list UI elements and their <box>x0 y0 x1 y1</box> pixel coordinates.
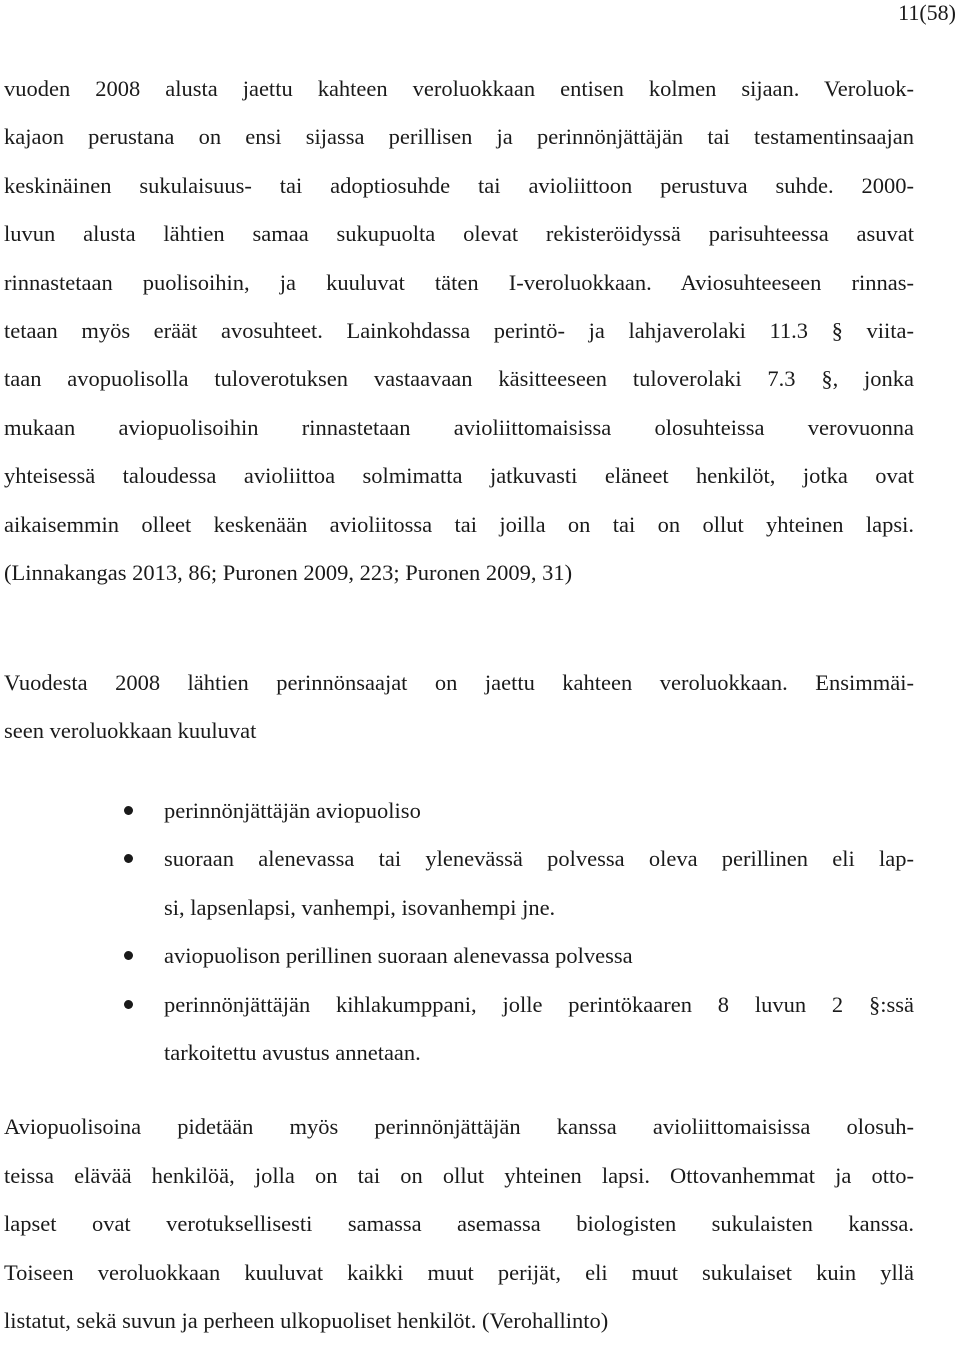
text-line: vuoden 2008 alusta jaettu kahteen veroluokkaan entisen kolmen sijaan. Veroluok- <box>4 76 914 101</box>
text-line: mukaan aviopuolisoihin rinnastetaan avioliittomaisissa olosuhteissa verovuonna <box>4 414 914 440</box>
text-line: yhteisessä taloudessa avioliittoa solmimatta jatkuvasti eläneet henkilöt, jotka ovat <box>4 463 914 489</box>
text-line: Vuodesta 2008 lähtien perinnönsaajat on jaettu kahteen veroluokkaan. Ensimmäi- <box>4 670 914 695</box>
text-line: kajaon perustana on ensi sijassa perillisen ja perinnönjättäjän tai testamentinsaajan <box>4 124 914 150</box>
text-line: aikaisemmin olleet keskenään avioliitossa tai joilla on tai on ollut yhteinen lapsi. <box>4 511 914 537</box>
bullet-icon <box>124 854 133 863</box>
text-line: Toiseen veroluokkaan kuuluvat kaikki muut perijät, eli muut sukulaiset kuin yllä <box>4 1259 914 1285</box>
list-item <box>0 981 914 1078</box>
text-line: teissa elävää henkilöä, jolla on tai on ollut yhteinen lapsi. Ottovanhemmat ja otto- <box>4 1162 914 1188</box>
list-item <box>0 835 914 932</box>
bullet-icon <box>124 806 133 815</box>
text-line: perinnönjättäjän kihlakumppani, jolle perintökaaren 8 luvun 2 §:ssä <box>164 991 914 1017</box>
text-line: taan avopuolisolla tuloverotuksen vastaavaan käsitteeseen tuloverolaki 7.3 §, jonka <box>4 366 914 392</box>
paragraph-inheritance-tax-classes <box>4 65 914 597</box>
text-line: tarkoitettu avustus annetaan. <box>164 1040 421 1066</box>
text-line: listatut, sekä suvun ja perheen ulkopuoliset henkilöt. (Verohallinto) <box>4 1308 609 1334</box>
text-line: seen veroluokkaan kuuluvat <box>4 718 257 744</box>
text-line: suoraan alenevassa tai ylenevässä polvessa oleva perillinen eli lap- <box>164 846 914 872</box>
paragraph-first-tax-class-intro <box>4 659 914 756</box>
page-number: 11(58) <box>898 0 956 25</box>
bullet-icon <box>124 951 133 960</box>
first-tax-class-list <box>0 787 914 1077</box>
text-line: (Linnakangas 2013, 86; Puronen 2009, 223; Puronen 2009, 31) <box>4 560 573 586</box>
bullet-icon <box>124 1000 133 1009</box>
text-line: perinnönjättäjän aviopuoliso <box>164 798 421 823</box>
list-item <box>0 932 914 980</box>
text-line: rinnastetaan puolisoihin, ja kuuluvat täten I-veroluokkaan. Aviosuhteeseen rinnas- <box>4 269 914 295</box>
text-line: keskinäinen sukulaisuus- tai adoptiosuhde tai avioliittoon perustuva suhde. 2000- <box>4 172 914 198</box>
text-line: lapset ovat verotuksellisesti samassa asemassa biologisten sukulaisten kanssa. <box>4 1211 914 1237</box>
text-line: luvun alusta lähtien samaa sukupuolta olevat rekisteröidyssä parisuhteessa asuvat <box>4 221 914 247</box>
text-line: Aviopuolisoina pidetään myös perinnönjättäjän kanssa avioliittomaisissa olosuh- <box>4 1114 914 1139</box>
text-line: tetaan myös eräät avosuhteet. Lainkohdassa perintö- ja lahjaverolaki 11.3 § viita- <box>4 318 914 344</box>
text-line: aviopuolison perillinen suoraan alenevassa polvessa <box>164 943 633 969</box>
text-line: si, lapsenlapsi, vanhempi, isovanhempi jne. <box>164 894 556 920</box>
list-item <box>0 787 914 835</box>
paragraph-second-tax-class <box>4 1103 914 1346</box>
